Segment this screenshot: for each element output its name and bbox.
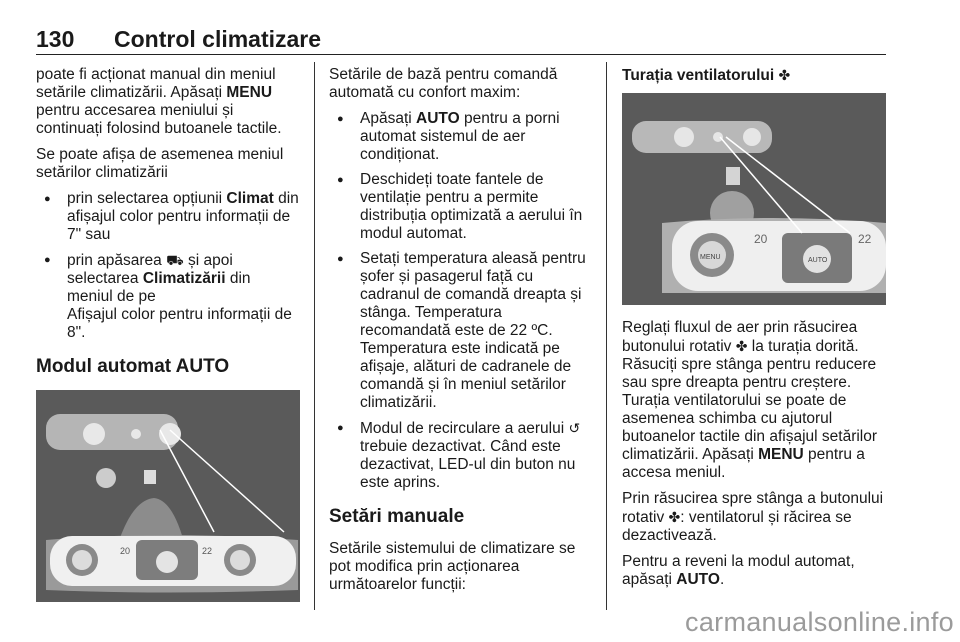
- list-item: ● Modul de recirculare a aerului ↺ trebuie dezactivat. Când este dezactivat, LED-ul din buton nu este aprins.: [329, 419, 592, 492]
- paragraph: Reglați fluxul de aer prin răsucirea butonului rotativ ✤ la turația dorită. Răsuciți spre stânga pentru reducere sau spre dreapta pentru creștere. Turația ventilatorului se poate de asemenea schimba cu ajutorul butoanelor tactile din afișajul setărilor climatizării. Apăsați MENU pentru a accesa meniul.: [622, 319, 878, 481]
- figure-left-temp: 20: [754, 232, 768, 246]
- list-item: ● Deschideți toate fantele de ventilație pentru a permite distribuția optimizată a aerului în modul automat.: [329, 171, 592, 243]
- column-3: [622, 66, 888, 597]
- page-number: 130: [36, 26, 75, 52]
- page-header: [36, 26, 886, 55]
- fan-icon: ✤: [668, 509, 681, 525]
- page-title: Control climatizare: [114, 26, 322, 52]
- figure-auto-label: AUTO: [808, 257, 828, 264]
- climate-control-figure-fan: [622, 93, 886, 305]
- column-divider-1: [314, 62, 315, 610]
- bullet-list: [329, 110, 592, 492]
- figure-left-temp: 20: [120, 546, 131, 556]
- paragraph: Pentru a reveni la modul automat, apăsați AUTO.: [622, 553, 855, 588]
- fan-icon: ✤: [778, 67, 791, 83]
- paragraph: Setările sistemului de climatizare se pot modifica prin acționarea următoarelor funcții:: [329, 540, 576, 593]
- air-recirculation-icon: ↺: [568, 420, 581, 436]
- fan-icon: ✤: [735, 338, 748, 354]
- list-item: ● Setați temperatura aleasă pentru șofer și pasagerul față cu cadranul de comandă dreapta și stânga. Temperatura recomandată este de 22 ºC. Temperatura este indicată pe afișaje, alături de cadranele de comandă și în meniul setărilor climatizării.: [329, 250, 592, 412]
- column-2: [329, 66, 592, 602]
- paragraph: Prin răsucirea spre stânga a butonului rotativ ✤: ventilatorul și răcirea se dezactivează.: [622, 490, 884, 544]
- paragraph: Setările de bază pentru comandă automată cu confort maxim:: [329, 66, 558, 101]
- subheading: Turația ventilatorului ✤: [622, 67, 791, 84]
- column-1: [36, 66, 300, 616]
- column-divider-2: [606, 62, 607, 610]
- watermark: carmanualsonline.info: [685, 607, 954, 637]
- list-item: ● Apăsați AUTO pentru a porni automat sistemul de aer condiționat.: [329, 110, 592, 164]
- figure-right-temp: 22: [858, 232, 872, 246]
- climate-control-figure-interior: [36, 390, 300, 602]
- figure-right-temp: 22: [202, 546, 213, 556]
- bullet-list: [36, 190, 300, 342]
- list-item: ● prin apăsarea ⛟ și apoi selectarea Climatizării din meniul de pe Afișajul color pentru informații de 8".: [36, 251, 300, 342]
- figure-menu-label: MENU: [700, 254, 721, 261]
- section-heading: Modul automat AUTO: [36, 356, 230, 377]
- paragraph: Se poate afișa de asemenea meniul setărilor climatizării: [36, 146, 284, 181]
- paragraph: poate fi acționat manual din meniul setările climatizării. Apăsați MENU pentru accesarea meniului și continuați folosind butoanele tactile.: [36, 66, 282, 137]
- section-heading: Setări manuale: [329, 506, 465, 527]
- list-item: ● prin selectarea opțiunii Climat din afișajul color pentru informații de 7" sau: [36, 190, 300, 244]
- vehicle-icon: ⛟: [166, 252, 184, 268]
